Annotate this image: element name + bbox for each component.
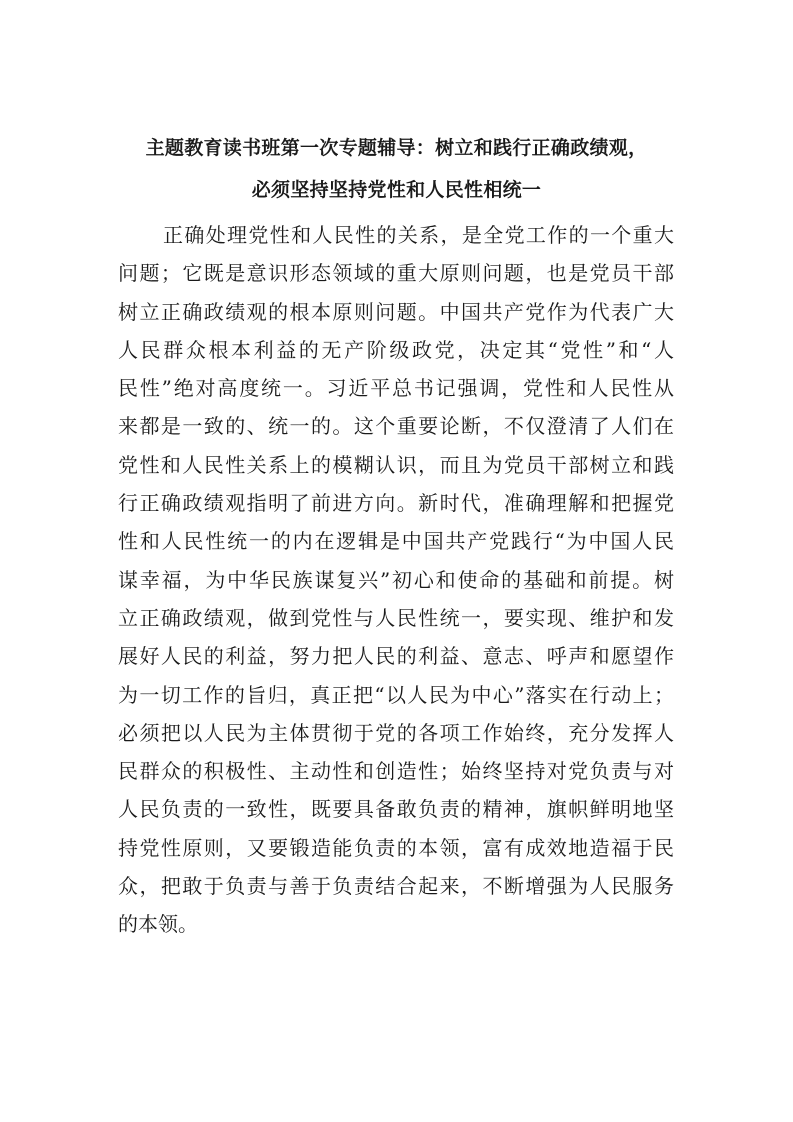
paragraph-line: 树立正确政绩观的根本原则问题。中国共产党作为代表广大 xyxy=(118,299,674,324)
paragraph-line: 民性”绝对高度统一。习近平总书记强调，党性和人民性从 xyxy=(118,376,674,401)
paragraph-line: 立正确政绩观，做到党性与人民性统一，要实现、维护和发 xyxy=(118,605,674,630)
paragraph-line: 展好人民的利益，努力把人民的利益、意志、呼声和愿望作 xyxy=(118,644,674,669)
paragraph-line: 正确处理党性和人民性的关系，是全党工作的一个重大 xyxy=(163,223,674,247)
paragraph-line: 问题；它既是意识形态领域的重大原则问题，也是党员干部 xyxy=(118,261,674,286)
paragraph-line: 人民负责的一致性，既要具备敢负责的精神，旗帜鲜明地坚 xyxy=(118,797,674,822)
paragraph-line: 众，把敢于负责与善于负责结合起来，不断增强为人民服务 xyxy=(118,874,674,899)
paragraph-line: 的本领。 xyxy=(118,912,198,937)
paragraph-line: 行正确政绩观指明了前进方向。新时代，准确理解和把握党 xyxy=(118,491,674,516)
paragraph-line: 谋幸福，为中华民族谋复兴”初心和使命的基础和前提。树 xyxy=(118,567,674,592)
paragraph-line: 来都是一致的、统一的。这个重要论断，不仅澄清了人们在 xyxy=(118,414,674,439)
paragraph-line: 民群众的积极性、主动性和创造性；始终坚持对党负责与对 xyxy=(118,759,674,784)
paragraph-line: 持党性原则，又要锻造能负责的本领，富有成效地造福于民 xyxy=(118,835,674,860)
document-title-line-1: 主题教育读书班第一次专题辅导：树立和践行正确政绩观， xyxy=(145,137,648,159)
paragraph-line: 为一切工作的旨归，真正把“以人民为中心”落实在行动上； xyxy=(118,682,674,707)
paragraph-line: 必须把以人民为主体贯彻于党的各项工作始终，充分发挥人 xyxy=(118,720,674,745)
paragraph-line: 党性和人民性关系上的模糊认识，而且为党员干部树立和践 xyxy=(118,452,674,477)
document-title-line-2: 必须坚持坚持党性和人民性相统一 xyxy=(251,179,542,201)
document-paragraph xyxy=(118,216,674,944)
paragraph-line: 性和人民性统一的内在逻辑是中国共产党践行“为中国人民 xyxy=(118,529,674,554)
paragraph-line: 人民群众根本利益的无产阶级政党，决定其“党性”和“人 xyxy=(118,337,674,362)
